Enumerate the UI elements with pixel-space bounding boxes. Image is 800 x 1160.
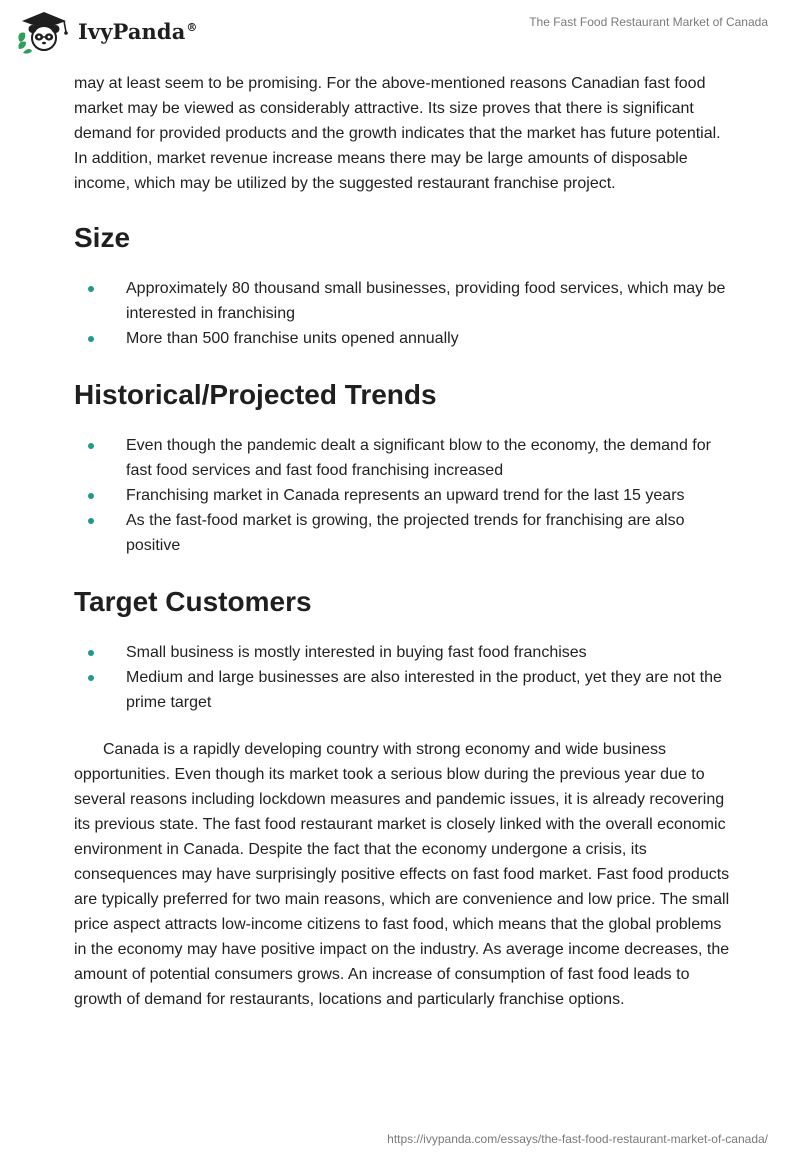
- list-item-text: More than 500 franchise units opened annually: [126, 330, 459, 347]
- list-item: [74, 508, 734, 558]
- page-header: [0, 0, 800, 64]
- document-title: The Fast Food Restaurant Market of Canada: [529, 15, 768, 29]
- bullet-dot-icon: [88, 336, 94, 342]
- section-heading-target-customers: Target Customers: [74, 586, 312, 617]
- bullet-dot-icon: [88, 286, 94, 292]
- registered-mark: ®: [186, 20, 198, 34]
- bullet-dot-icon: [88, 675, 94, 681]
- section-heading-trends: Historical/Projected Trends: [74, 379, 437, 410]
- bullet-dot-icon: [88, 443, 94, 449]
- target-bullet-list: [74, 640, 734, 715]
- intro-paragraph: may at least seem to be promising. For the above-mentioned reasons Canadian fast food market may be viewed as considerably attractive. Its size proves that there is significant demand for provided products and the growth indicates that the market has future potential. In addition, market revenue increase means there may be large amounts of disposable income, which may be utilized by the suggested restaurant franchise project.: [74, 75, 721, 192]
- list-item: [74, 483, 734, 508]
- footer-url-link[interactable]: https://ivypanda.com/essays/the-fast-food-restaurant-market-of-canada/: [387, 1132, 768, 1146]
- bullet-dot-icon: [88, 518, 94, 524]
- list-item-text: Small business is mostly interested in buying fast food franchises: [126, 644, 587, 661]
- bullet-dot-icon: [88, 650, 94, 656]
- list-item: [74, 433, 734, 483]
- list-item-text: Approximately 80 thousand small businesses, providing food services, which may be interested in franchising: [126, 280, 726, 322]
- list-item: [74, 665, 734, 715]
- list-item-text: Even though the pandemic dealt a significant blow to the economy, the demand for fast food services and fast food franchising increased: [126, 437, 711, 479]
- size-bullet-list: [74, 276, 734, 351]
- list-item: [74, 640, 734, 665]
- panda-graduate-icon: [14, 8, 76, 54]
- trends-bullet-list: [74, 433, 734, 558]
- closing-paragraph: Canada is a rapidly developing country with strong economy and wide business opportunities. Even though its market took a serious blow during the previous year due to several reasons including lockdown measures and pandemic issues, it is already recovering its previous state. The fast food restaurant market is closely linked with the overall economic environment in Canada. Despite the fact that the economy undergone a crisis, its consequences may have surprisingly positive effects on fast food market. Fast food products are typically preferred for two main reasons, which are convenience and low price. The small price aspect attracts low-income citizens to fast food, which means that the global problems in the economy may have positive impact on the industry. As average income decreases, the amount of potential consumers grows. An increase of consumption of fast food leads to growth of demand for restaurants, locations and particularly franchise options.: [74, 741, 730, 1008]
- ivypanda-logo[interactable]: [14, 8, 198, 54]
- logo-wordmark: IvyPanda: [78, 18, 186, 44]
- essay-content: [74, 71, 734, 1012]
- list-item-text: As the fast-food market is growing, the projected trends for franchising are also positive: [126, 512, 685, 554]
- bullet-dot-icon: [88, 493, 94, 499]
- list-item-text: Medium and large businesses are also interested in the product, yet they are not the prime target: [126, 669, 722, 711]
- list-item: [74, 276, 734, 326]
- list-item: [74, 326, 734, 351]
- list-item-text: Franchising market in Canada represents an upward trend for the last 15 years: [126, 487, 685, 504]
- section-heading-size: Size: [74, 222, 131, 253]
- logo-text: [78, 19, 198, 44]
